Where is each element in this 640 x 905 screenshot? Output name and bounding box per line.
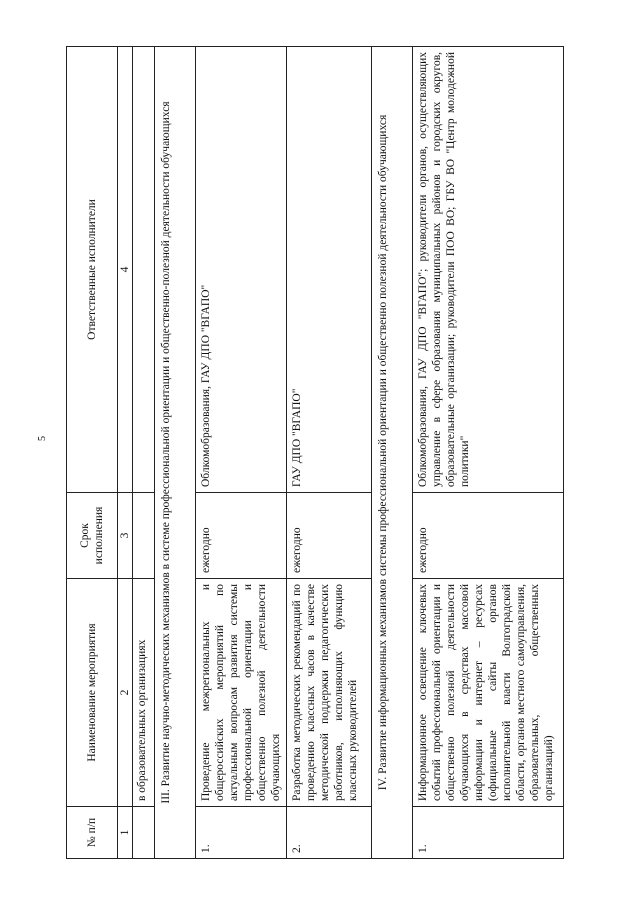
page-number: 5 — [37, 436, 48, 441]
plan-table-rotated — [66, 47, 629, 859]
section-4-title: IV. Развитие информационных механизмов системы профессиональной ориентации и общественно полезной деятельности обучающихся — [372, 47, 413, 859]
row-term: ежегодно — [413, 493, 564, 579]
plan-table — [66, 46, 564, 859]
table-header-row — [67, 47, 118, 859]
table-row — [287, 47, 372, 859]
row-num: 1. — [413, 807, 564, 859]
table-row — [196, 47, 287, 859]
row-name: Проведение межрегиональных и общероссийских мероприятий по актуальным вопросам развития системы профессиональной ориентации и общественно полезной деятельности обучающихся — [196, 579, 287, 807]
row-term: ежегодно — [196, 493, 287, 579]
header-name: Наименование мероприятия — [67, 579, 118, 807]
row-num: 2. — [287, 807, 372, 859]
row-term: ежегодно — [287, 493, 372, 579]
continuation-row — [133, 47, 155, 859]
column-number: 4 — [118, 47, 133, 493]
header-exec: Ответственные исполнители — [67, 47, 118, 493]
row-exec: ГАУ ДПО "ВГАПО" — [287, 47, 372, 493]
continuation-text: в образовательных организациях — [133, 579, 155, 807]
header-num: № п/п — [67, 807, 118, 859]
row-name: Разработка методических рекомендаций по проведению классных часов в качестве методической поддержки педагогических работников, исполняющих функцию классных руководителей — [287, 579, 372, 807]
row-num: 1. — [196, 807, 287, 859]
section-4-row — [372, 47, 413, 859]
row-exec: Облкомобразования, ГАУ ДПО "ВГАПО"; руководители органов, осуществляющих управление в сфере образования муниципальных районов и городских округов, образовательные организации; руководители ПОО ВО; ГБУ ВО "Центр молодежной политики" — [413, 47, 564, 493]
column-number: 2 — [118, 579, 133, 807]
column-number: 3 — [118, 493, 133, 579]
column-number: 1 — [118, 807, 133, 859]
header-term: Срок исполнения — [67, 493, 118, 579]
section-3-title: III. Развитие научно-методических механизмов в системе профессиональной ориентации и общественно-полезной деятельности обучающихся — [155, 47, 196, 859]
table-row — [413, 47, 564, 859]
column-numbers-row — [118, 47, 133, 859]
row-name: Информационное освещение ключевых событий профессиональной ориентации и общественно полезной деятельности обучающихся в средствах массовой информации и интернет – ресурсах (официальные сайты органов исполнительной власти Волгоградской области, органов местного самоуправления, образовательных, общественных организаций) — [413, 579, 564, 807]
section-3-row — [155, 47, 196, 859]
row-exec: Облкомобразования, ГАУ ДПО "ВГАПО" — [196, 47, 287, 493]
